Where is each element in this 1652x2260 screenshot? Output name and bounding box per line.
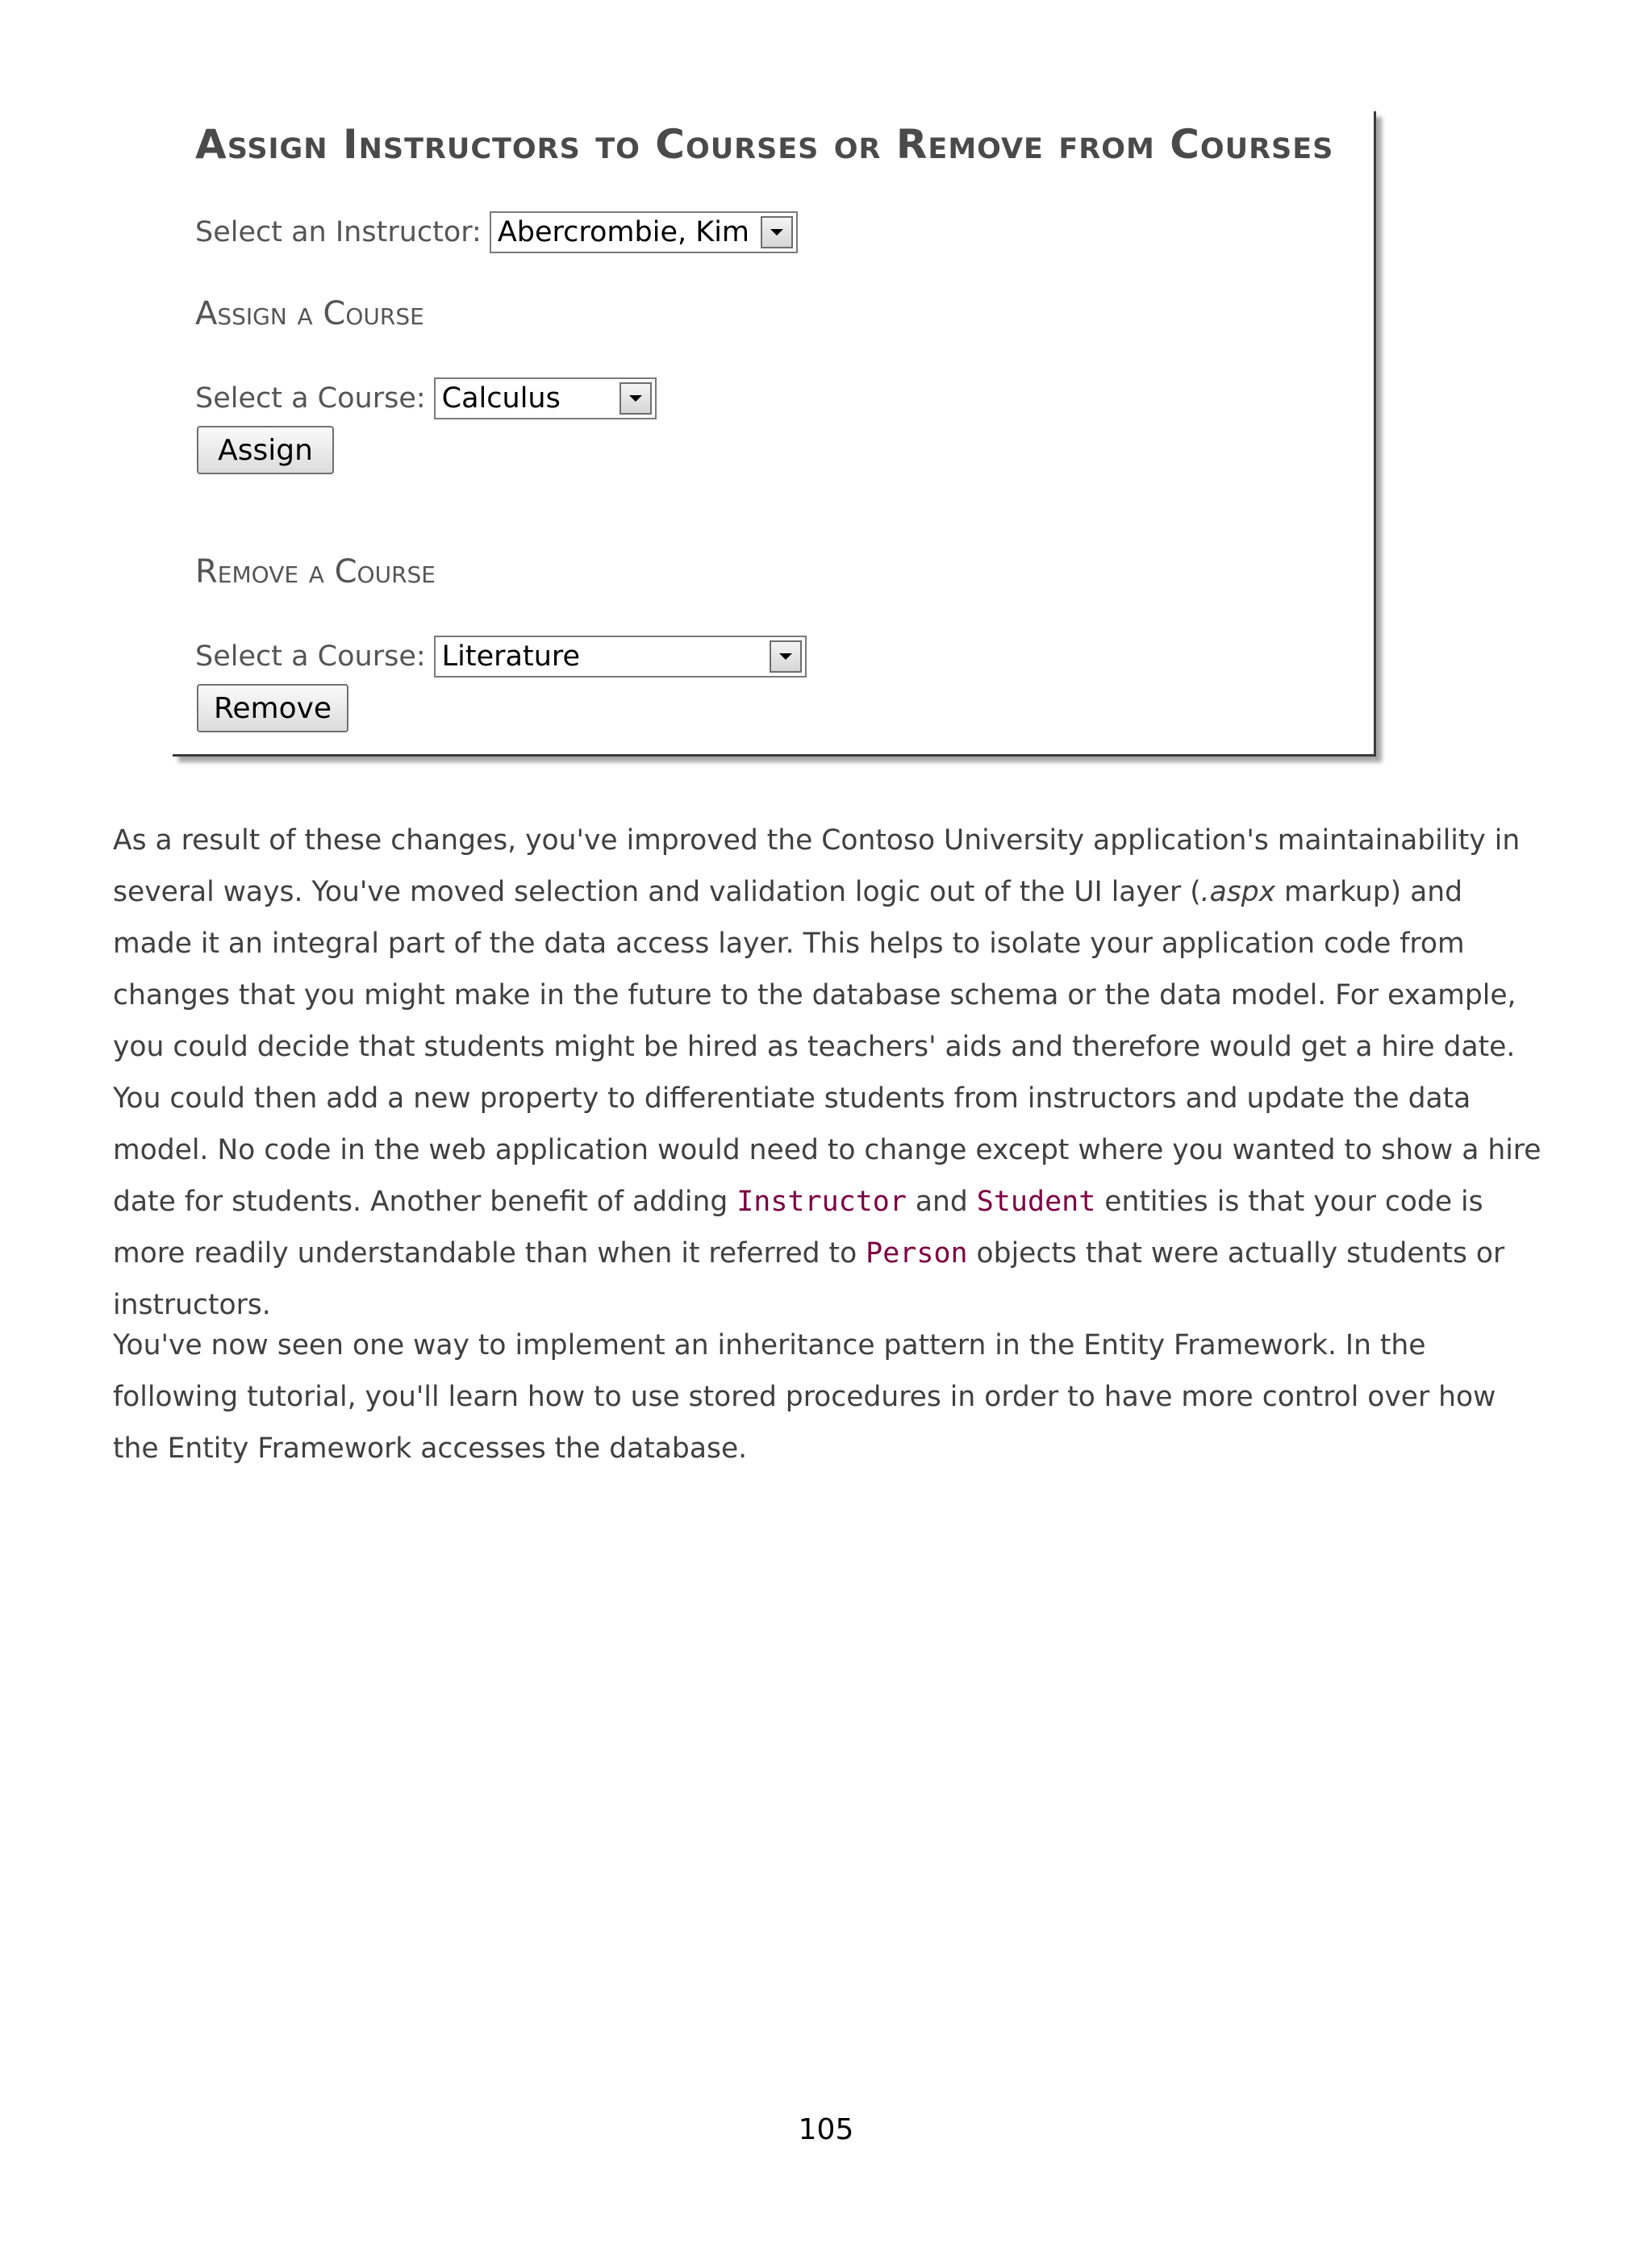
paragraph-text: objects that were actually students or instructors. <box>113 1237 1505 1321</box>
code-person: Person <box>866 1237 968 1270</box>
chevron-down-icon[interactable] <box>620 382 652 415</box>
remove-course-label: Select a Course: <box>195 640 426 673</box>
assign-button[interactable]: Assign <box>197 426 334 474</box>
assign-course-dropdown-value: Calculus <box>441 382 561 415</box>
assign-course-dropdown[interactable] <box>434 377 657 419</box>
remove-course-dropdown[interactable] <box>434 636 807 678</box>
instructor-label: Select an Instructor: <box>195 216 482 248</box>
code-student: Student <box>976 1186 1096 1218</box>
aspx-term: .aspx <box>1200 876 1276 908</box>
screenshot-panel <box>173 111 1376 757</box>
remove-button[interactable]: Remove <box>197 684 348 732</box>
instructor-dropdown-value: Abercrombie, Kim <box>497 216 750 248</box>
paragraph-next-tutorial: You've now seen one way to implement an inheritance pattern in the Entity Framework. In the following tutorial, you'll learn how to use stored procedures in order to have more control over how the Entity Framework accesses the database. <box>113 1329 1496 1465</box>
chevron-down-icon[interactable] <box>761 216 793 248</box>
remove-section-title: Remove a Course <box>195 553 436 590</box>
assign-section-title: Assign a Course <box>195 295 424 332</box>
remove-course-row <box>195 636 807 678</box>
paragraph-text: As a result of these changes, you've improved the Contoso University application's maintainability in several ways. You've moved selection and validation logic out of the UI layer ( <box>113 824 1521 908</box>
remove-course-dropdown-value: Literature <box>441 640 581 673</box>
instructor-row <box>195 211 798 253</box>
chevron-down-icon[interactable] <box>770 640 802 673</box>
assign-course-label: Select a Course: <box>195 382 426 415</box>
paragraph-text: and <box>906 1186 977 1218</box>
panel-title: Assign Instructors to Courses or Remove from Courses <box>195 121 1334 168</box>
paragraph-maintainability <box>113 815 1549 1331</box>
instructor-dropdown[interactable] <box>490 211 798 253</box>
assign-course-row <box>195 377 657 419</box>
paragraph-text: markup) and made it an integral part of the data access layer. This helps to isolate your application code from changes that you might make in the future to the database schema or the data model. For example, you could decide that students might be hired as teachers' aids and therefore would get a hire date. You could then add a new property to differentiate students from instructors and update the data model. No code in the web application would need to change except where you wanted to show a hire date for students. Another benefit of adding <box>113 876 1541 1218</box>
code-instructor: Instructor <box>736 1186 907 1218</box>
page-number: 105 <box>798 2113 854 2146</box>
paragraph-text: entities is that your code is more readily understandable than when it referred to <box>113 1186 1483 1270</box>
